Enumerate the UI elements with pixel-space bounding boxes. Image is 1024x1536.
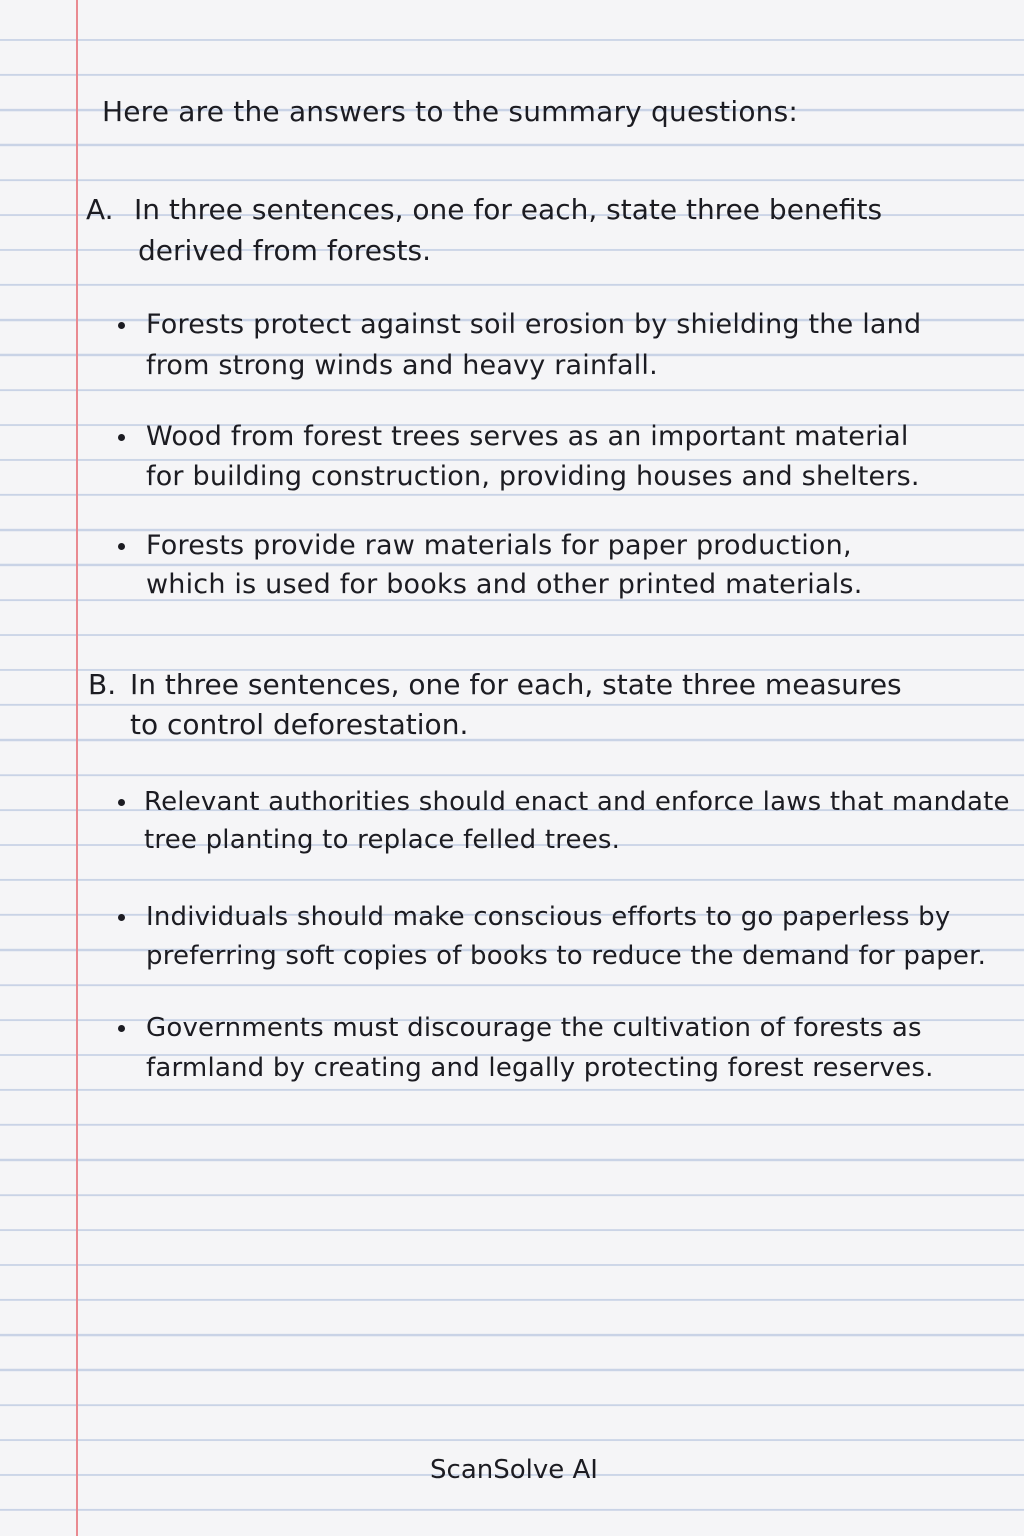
section-b-question-line-1: In three sentences, one for each, state three measures xyxy=(130,668,902,701)
bullet-icon xyxy=(118,914,125,921)
bullet-icon xyxy=(118,1025,125,1032)
section-a-letter: A. xyxy=(86,193,114,226)
margin-line xyxy=(76,0,78,1536)
answer-line: which is used for books and other printed materials. xyxy=(146,569,863,600)
section-b-letter: B. xyxy=(88,668,117,701)
answer-line: tree planting to replace felled trees. xyxy=(144,825,621,855)
bullet-icon xyxy=(118,543,125,550)
intro-text: Here are the answers to the summary questions: xyxy=(102,95,799,128)
footer-brand: ScanSolve AI xyxy=(430,1455,598,1485)
bullet-icon xyxy=(118,434,125,441)
answer-line: Wood from forest trees serves as an important material xyxy=(146,421,909,452)
answer-line: Relevant authorities should enact and enforce laws that mandate xyxy=(144,787,1010,817)
section-a-question-line-2: derived from forests. xyxy=(138,234,431,267)
answer-line: farmland by creating and legally protecting forest reserves. xyxy=(146,1053,934,1083)
bullet-icon xyxy=(118,799,125,806)
bullet-icon xyxy=(118,322,125,329)
answer-line: Forests provide raw materials for paper production, xyxy=(146,530,852,561)
answer-line: for building construction, providing houses and shelters. xyxy=(146,461,920,492)
answer-line: Governments must discourage the cultivation of forests as xyxy=(146,1013,922,1043)
answer-line: Forests protect against soil erosion by shielding the land xyxy=(146,309,922,340)
section-b-question-line-2: to control deforestation. xyxy=(130,708,469,741)
section-a-question-line-1: In three sentences, one for each, state three benefits xyxy=(134,193,883,226)
answer-line: from strong winds and heavy rainfall. xyxy=(146,350,658,381)
answer-line: preferring soft copies of books to reduce the demand for paper. xyxy=(146,941,987,971)
answer-line: Individuals should make conscious efforts to go paperless by xyxy=(146,902,951,932)
